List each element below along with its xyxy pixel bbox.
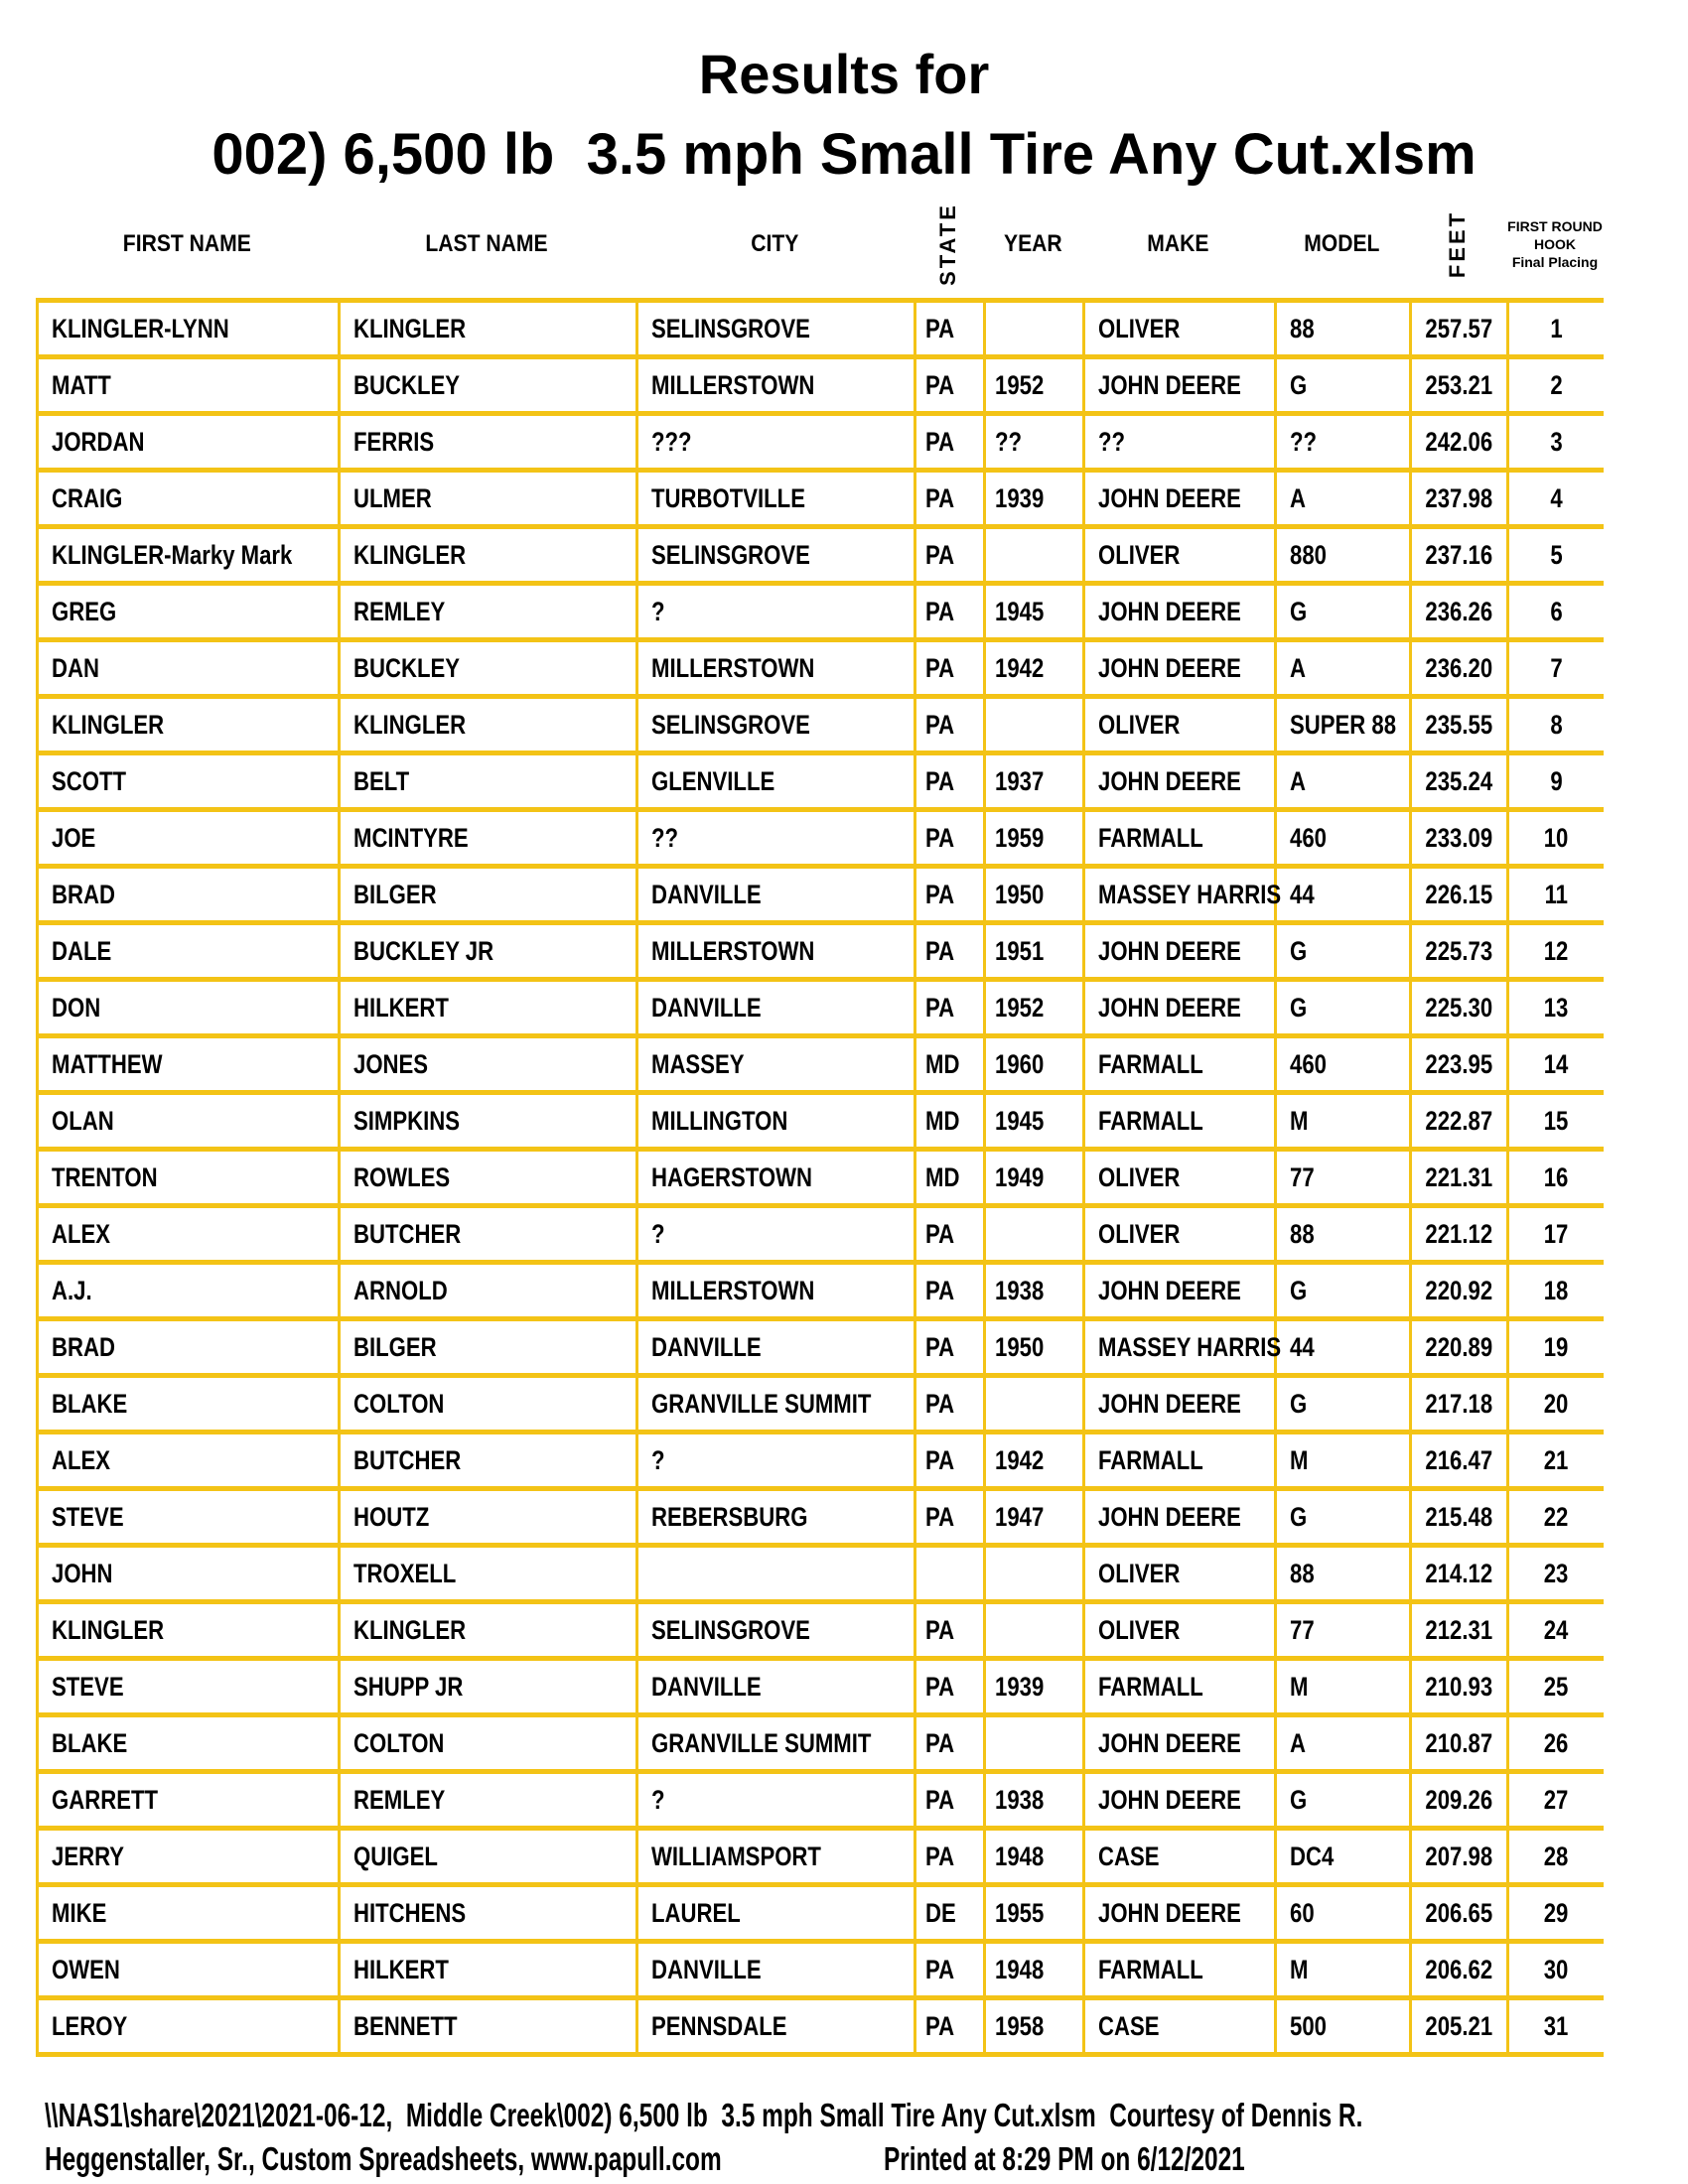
footer-credit: Heggenstaller, Sr., Custom Spreadsheets, www.papull.com bbox=[45, 2140, 723, 2177]
cell-first-name: DALE bbox=[36, 920, 338, 977]
cell-make: OLIVER bbox=[1082, 694, 1274, 751]
cell-make: JOHN DEERE bbox=[1082, 1373, 1274, 1430]
cell-first-name: KLINGLER bbox=[36, 694, 338, 751]
cell-placing: 21 bbox=[1506, 1430, 1604, 1486]
cell-year bbox=[983, 298, 1082, 354]
cell-first-name: OWEN bbox=[36, 1939, 338, 1995]
cell-year: 1955 bbox=[983, 1882, 1082, 1939]
cell-placing: 6 bbox=[1506, 581, 1604, 637]
cell-last-name: BUCKLEY JR bbox=[338, 920, 635, 977]
cell-city: ??? bbox=[635, 411, 914, 468]
cell-placing: 3 bbox=[1506, 411, 1604, 468]
cell-state: PA bbox=[914, 1939, 983, 1995]
cell-year bbox=[983, 1373, 1082, 1430]
cell-last-name: SHUPP JR bbox=[338, 1656, 635, 1712]
cell-feet: 206.62 bbox=[1409, 1939, 1506, 1995]
cell-state: PA bbox=[914, 920, 983, 977]
cell-last-name: REMLEY bbox=[338, 1769, 635, 1826]
table-header-row bbox=[36, 191, 1604, 298]
cell-year bbox=[983, 1712, 1082, 1769]
cell-model: A bbox=[1274, 468, 1409, 524]
cell-make: JOHN DEERE bbox=[1082, 354, 1274, 411]
cell-feet: 236.26 bbox=[1409, 581, 1506, 637]
column-header-hook-line2: HOOK bbox=[1534, 235, 1576, 252]
cell-city: ? bbox=[635, 1203, 914, 1260]
cell-model: G bbox=[1274, 581, 1409, 637]
cell-first-name: LEROY bbox=[36, 1995, 338, 2052]
cell-model: 500 bbox=[1274, 1995, 1409, 2052]
cell-last-name: HOUTZ bbox=[338, 1486, 635, 1543]
cell-feet: 220.89 bbox=[1409, 1316, 1506, 1373]
cell-make: OLIVER bbox=[1082, 524, 1274, 581]
cell-first-name: KLINGLER bbox=[36, 1599, 338, 1656]
cell-city: GRANVILLE SUMMIT bbox=[635, 1373, 914, 1430]
page-subtitle-filename: 002) 6,500 lb 3.5 mph Small Tire Any Cut.xlsm bbox=[211, 122, 1477, 187]
cell-city: MILLERSTOWN bbox=[635, 637, 914, 694]
cell-year: 1939 bbox=[983, 1656, 1082, 1712]
cell-state: PA bbox=[914, 1656, 983, 1712]
cell-make: JOHN DEERE bbox=[1082, 1769, 1274, 1826]
cell-placing: 14 bbox=[1506, 1033, 1604, 1090]
cell-state: PA bbox=[914, 1203, 983, 1260]
cell-first-name: MATTHEW bbox=[36, 1033, 338, 1090]
cell-model: A bbox=[1274, 637, 1409, 694]
cell-state: PA bbox=[914, 1430, 983, 1486]
cell-state: PA bbox=[914, 977, 983, 1033]
cell-year bbox=[983, 1203, 1082, 1260]
cell-placing: 2 bbox=[1506, 354, 1604, 411]
cell-state: PA bbox=[914, 524, 983, 581]
cell-first-name: ALEX bbox=[36, 1203, 338, 1260]
cell-first-name: DON bbox=[36, 977, 338, 1033]
cell-city: WILLIAMSPORT bbox=[635, 1826, 914, 1882]
cell-last-name: BILGER bbox=[338, 864, 635, 920]
cell-first-name: CRAIG bbox=[36, 468, 338, 524]
cell-placing: 20 bbox=[1506, 1373, 1604, 1430]
cell-last-name: BUCKLEY bbox=[338, 354, 635, 411]
cell-state: PA bbox=[914, 1712, 983, 1769]
cell-last-name: HITCHENS bbox=[338, 1882, 635, 1939]
cell-model: 88 bbox=[1274, 298, 1409, 354]
cell-state: PA bbox=[914, 1373, 983, 1430]
cell-model: 60 bbox=[1274, 1882, 1409, 1939]
cell-year: 1947 bbox=[983, 1486, 1082, 1543]
cell-feet: 217.18 bbox=[1409, 1373, 1506, 1430]
cell-state: PA bbox=[914, 354, 983, 411]
cell-model: 88 bbox=[1274, 1203, 1409, 1260]
column-header-last-name: LAST NAME bbox=[425, 230, 548, 257]
cell-placing: 31 bbox=[1506, 1995, 1604, 2052]
cell-state: PA bbox=[914, 864, 983, 920]
cell-feet: 207.98 bbox=[1409, 1826, 1506, 1882]
cell-make: JOHN DEERE bbox=[1082, 1260, 1274, 1316]
cell-city: DANVILLE bbox=[635, 1316, 914, 1373]
cell-first-name: DAN bbox=[36, 637, 338, 694]
cell-last-name: MCINTYRE bbox=[338, 807, 635, 864]
cell-placing: 1 bbox=[1506, 298, 1604, 354]
cell-city: DANVILLE bbox=[635, 1939, 914, 1995]
cell-last-name: HILKERT bbox=[338, 1939, 635, 1995]
cell-last-name: COLTON bbox=[338, 1712, 635, 1769]
cell-city: GLENVILLE bbox=[635, 751, 914, 807]
cell-city: DANVILLE bbox=[635, 1656, 914, 1712]
cell-feet: 225.30 bbox=[1409, 977, 1506, 1033]
cell-first-name: BRAD bbox=[36, 864, 338, 920]
cell-city bbox=[635, 1543, 914, 1599]
cell-year: 1937 bbox=[983, 751, 1082, 807]
column-header-hook bbox=[1506, 191, 1604, 298]
cell-feet: 221.12 bbox=[1409, 1203, 1506, 1260]
cell-year: ?? bbox=[983, 411, 1082, 468]
cell-model: G bbox=[1274, 1769, 1409, 1826]
cell-year: 1959 bbox=[983, 807, 1082, 864]
cell-year: 1951 bbox=[983, 920, 1082, 977]
cell-first-name: JOE bbox=[36, 807, 338, 864]
cell-model: ?? bbox=[1274, 411, 1409, 468]
cell-city: MILLERSTOWN bbox=[635, 1260, 914, 1316]
cell-feet: 209.26 bbox=[1409, 1769, 1506, 1826]
cell-last-name: HILKERT bbox=[338, 977, 635, 1033]
cell-year: 1939 bbox=[983, 468, 1082, 524]
cell-feet: 221.31 bbox=[1409, 1147, 1506, 1203]
cell-placing: 27 bbox=[1506, 1769, 1604, 1826]
cell-year bbox=[983, 694, 1082, 751]
cell-first-name: BRAD bbox=[36, 1316, 338, 1373]
cell-make: OLIVER bbox=[1082, 1203, 1274, 1260]
cell-make: JOHN DEERE bbox=[1082, 1882, 1274, 1939]
cell-placing: 17 bbox=[1506, 1203, 1604, 1260]
cell-feet: 235.55 bbox=[1409, 694, 1506, 751]
cell-last-name: ARNOLD bbox=[338, 1260, 635, 1316]
cell-make: FARMALL bbox=[1082, 1939, 1274, 1995]
cell-feet: 212.31 bbox=[1409, 1599, 1506, 1656]
cell-make: FARMALL bbox=[1082, 1033, 1274, 1090]
cell-make: CASE bbox=[1082, 1826, 1274, 1882]
cell-make: ?? bbox=[1082, 411, 1274, 468]
cell-year: 1949 bbox=[983, 1147, 1082, 1203]
cell-placing: 19 bbox=[1506, 1316, 1604, 1373]
cell-model: M bbox=[1274, 1430, 1409, 1486]
cell-feet: 242.06 bbox=[1409, 411, 1506, 468]
cell-state: PA bbox=[914, 637, 983, 694]
cell-make: CASE bbox=[1082, 1995, 1274, 2052]
cell-year: 1960 bbox=[983, 1033, 1082, 1090]
cell-last-name: QUIGEL bbox=[338, 1826, 635, 1882]
cell-feet: 210.93 bbox=[1409, 1656, 1506, 1712]
cell-placing: 23 bbox=[1506, 1543, 1604, 1599]
cell-first-name: JOHN bbox=[36, 1543, 338, 1599]
cell-city: MILLERSTOWN bbox=[635, 354, 914, 411]
cell-last-name: ROWLES bbox=[338, 1147, 635, 1203]
cell-city: HAGERSTOWN bbox=[635, 1147, 914, 1203]
cell-placing: 10 bbox=[1506, 807, 1604, 864]
cell-make: FARMALL bbox=[1082, 807, 1274, 864]
cell-make: JOHN DEERE bbox=[1082, 920, 1274, 977]
column-header-model: MODEL bbox=[1303, 230, 1380, 257]
cell-state: PA bbox=[914, 1995, 983, 2052]
cell-state: PA bbox=[914, 1260, 983, 1316]
cell-make: MASSEY HARRIS bbox=[1082, 1316, 1274, 1373]
cell-first-name: GARRETT bbox=[36, 1769, 338, 1826]
cell-model: G bbox=[1274, 354, 1409, 411]
cell-first-name: STEVE bbox=[36, 1656, 338, 1712]
cell-city: TURBOTVILLE bbox=[635, 468, 914, 524]
cell-last-name: KLINGLER bbox=[338, 524, 635, 581]
cell-year: 1942 bbox=[983, 1430, 1082, 1486]
cell-city: REBERSBURG bbox=[635, 1486, 914, 1543]
cell-state: PA bbox=[914, 298, 983, 354]
cell-model: 460 bbox=[1274, 1033, 1409, 1090]
cell-year: 1948 bbox=[983, 1826, 1082, 1882]
cell-first-name: KLINGLER-Marky Mark bbox=[36, 524, 338, 581]
cell-make: JOHN DEERE bbox=[1082, 1486, 1274, 1543]
cell-city: PENNSDALE bbox=[635, 1995, 914, 2052]
cell-first-name: STEVE bbox=[36, 1486, 338, 1543]
cell-feet: 237.98 bbox=[1409, 468, 1506, 524]
cell-model: G bbox=[1274, 1373, 1409, 1430]
cell-year: 1948 bbox=[983, 1939, 1082, 1995]
cell-year: 1952 bbox=[983, 354, 1082, 411]
cell-city: ? bbox=[635, 1769, 914, 1826]
cell-state: PA bbox=[914, 694, 983, 751]
cell-first-name: OLAN bbox=[36, 1090, 338, 1147]
cell-make: OLIVER bbox=[1082, 298, 1274, 354]
cell-first-name: JORDAN bbox=[36, 411, 338, 468]
cell-city: ? bbox=[635, 581, 914, 637]
column-header-city: CITY bbox=[750, 230, 799, 257]
cell-model: M bbox=[1274, 1656, 1409, 1712]
cell-last-name: KLINGLER bbox=[338, 694, 635, 751]
cell-last-name: BUTCHER bbox=[338, 1203, 635, 1260]
cell-year: 1945 bbox=[983, 1090, 1082, 1147]
column-header-first-name: FIRST NAME bbox=[122, 230, 251, 257]
cell-city: LAUREL bbox=[635, 1882, 914, 1939]
cell-model: 44 bbox=[1274, 1316, 1409, 1373]
cell-make: OLIVER bbox=[1082, 1543, 1274, 1599]
cell-last-name: BILGER bbox=[338, 1316, 635, 1373]
footer-file-path: \\NAS1\share\2021\2021-06-12, Middle Creek\002) 6,500 lb 3.5 mph Small Tire Any Cut.xlsm Courtesy of Dennis R. bbox=[45, 2097, 1363, 2133]
cell-last-name: BUCKLEY bbox=[338, 637, 635, 694]
footer-printed-timestamp: Printed at 8:29 PM on 6/12/2021 bbox=[884, 2140, 1246, 2177]
cell-model: G bbox=[1274, 1486, 1409, 1543]
cell-feet: 253.21 bbox=[1409, 354, 1506, 411]
cell-model: G bbox=[1274, 1260, 1409, 1316]
cell-state: PA bbox=[914, 411, 983, 468]
cell-city: MILLINGTON bbox=[635, 1090, 914, 1147]
cell-last-name: FERRIS bbox=[338, 411, 635, 468]
cell-make: JOHN DEERE bbox=[1082, 977, 1274, 1033]
cell-city: ? bbox=[635, 1430, 914, 1486]
cell-city: DANVILLE bbox=[635, 864, 914, 920]
cell-placing: 22 bbox=[1506, 1486, 1604, 1543]
cell-placing: 29 bbox=[1506, 1882, 1604, 1939]
cell-placing: 24 bbox=[1506, 1599, 1604, 1656]
cell-feet: 257.57 bbox=[1409, 298, 1506, 354]
cell-state: PA bbox=[914, 468, 983, 524]
cell-state: DE bbox=[914, 1882, 983, 1939]
cell-city: SELINSGROVE bbox=[635, 1599, 914, 1656]
cell-make: JOHN DEERE bbox=[1082, 1712, 1274, 1769]
cell-year: 1938 bbox=[983, 1769, 1082, 1826]
cell-placing: 18 bbox=[1506, 1260, 1604, 1316]
cell-model: 88 bbox=[1274, 1543, 1409, 1599]
column-header-state: STATE bbox=[935, 203, 961, 286]
page-title: Results for bbox=[698, 43, 990, 105]
cell-feet: 236.20 bbox=[1409, 637, 1506, 694]
cell-state: PA bbox=[914, 1316, 983, 1373]
cell-first-name: MATT bbox=[36, 354, 338, 411]
cell-first-name: TRENTON bbox=[36, 1147, 338, 1203]
cell-placing: 8 bbox=[1506, 694, 1604, 751]
cell-feet: 215.48 bbox=[1409, 1486, 1506, 1543]
cell-state: PA bbox=[914, 1826, 983, 1882]
results-table bbox=[36, 298, 1604, 2057]
cell-year: 1938 bbox=[983, 1260, 1082, 1316]
cell-placing: 12 bbox=[1506, 920, 1604, 977]
cell-last-name: REMLEY bbox=[338, 581, 635, 637]
cell-model: M bbox=[1274, 1939, 1409, 1995]
cell-feet: 220.92 bbox=[1409, 1260, 1506, 1316]
cell-placing: 28 bbox=[1506, 1826, 1604, 1882]
column-header-hook-line3: Final Placing bbox=[1511, 254, 1599, 271]
cell-first-name: JERRY bbox=[36, 1826, 338, 1882]
cell-placing: 13 bbox=[1506, 977, 1604, 1033]
cell-model: DC4 bbox=[1274, 1826, 1409, 1882]
cell-city: SELINSGROVE bbox=[635, 694, 914, 751]
cell-feet: 206.65 bbox=[1409, 1882, 1506, 1939]
cell-city: ?? bbox=[635, 807, 914, 864]
cell-year bbox=[983, 1599, 1082, 1656]
cell-first-name: KLINGLER-LYNN bbox=[36, 298, 338, 354]
cell-feet: 223.95 bbox=[1409, 1033, 1506, 1090]
cell-first-name: SCOTT bbox=[36, 751, 338, 807]
cell-model: 880 bbox=[1274, 524, 1409, 581]
cell-first-name: A.J. bbox=[36, 1260, 338, 1316]
cell-last-name: SIMPKINS bbox=[338, 1090, 635, 1147]
cell-last-name: TROXELL bbox=[338, 1543, 635, 1599]
cell-state: MD bbox=[914, 1090, 983, 1147]
cell-model: G bbox=[1274, 977, 1409, 1033]
cell-state: PA bbox=[914, 1486, 983, 1543]
cell-model: 460 bbox=[1274, 807, 1409, 864]
cell-model: SUPER 88 bbox=[1274, 694, 1409, 751]
cell-feet: 233.09 bbox=[1409, 807, 1506, 864]
cell-last-name: BUTCHER bbox=[338, 1430, 635, 1486]
cell-make: JOHN DEERE bbox=[1082, 468, 1274, 524]
cell-make: JOHN DEERE bbox=[1082, 637, 1274, 694]
cell-year bbox=[983, 524, 1082, 581]
cell-state: PA bbox=[914, 1599, 983, 1656]
cell-state: MD bbox=[914, 1033, 983, 1090]
cell-make: OLIVER bbox=[1082, 1147, 1274, 1203]
cell-city: MASSEY bbox=[635, 1033, 914, 1090]
cell-city: SELINSGROVE bbox=[635, 524, 914, 581]
cell-state: PA bbox=[914, 581, 983, 637]
cell-feet: 225.73 bbox=[1409, 920, 1506, 977]
cell-year: 1950 bbox=[983, 864, 1082, 920]
cell-last-name: BENNETT bbox=[338, 1995, 635, 2052]
cell-model: 77 bbox=[1274, 1599, 1409, 1656]
cell-feet: 205.21 bbox=[1409, 1995, 1506, 2052]
cell-make: JOHN DEERE bbox=[1082, 751, 1274, 807]
cell-year: 1945 bbox=[983, 581, 1082, 637]
column-header-year: YEAR bbox=[1003, 230, 1062, 257]
cell-model: A bbox=[1274, 751, 1409, 807]
cell-state: PA bbox=[914, 1769, 983, 1826]
cell-placing: 5 bbox=[1506, 524, 1604, 581]
cell-feet: 214.12 bbox=[1409, 1543, 1506, 1599]
cell-model: 44 bbox=[1274, 864, 1409, 920]
cell-make: JOHN DEERE bbox=[1082, 581, 1274, 637]
cell-last-name: KLINGLER bbox=[338, 1599, 635, 1656]
column-header-make: MAKE bbox=[1147, 230, 1209, 257]
cell-last-name: JONES bbox=[338, 1033, 635, 1090]
column-header-feet: FEET bbox=[1444, 209, 1470, 279]
cell-city: MILLERSTOWN bbox=[635, 920, 914, 977]
cell-first-name: MIKE bbox=[36, 1882, 338, 1939]
cell-feet: 226.15 bbox=[1409, 864, 1506, 920]
cell-feet: 222.87 bbox=[1409, 1090, 1506, 1147]
cell-first-name: ALEX bbox=[36, 1430, 338, 1486]
cell-first-name: BLAKE bbox=[36, 1712, 338, 1769]
cell-city: DANVILLE bbox=[635, 977, 914, 1033]
cell-year: 1952 bbox=[983, 977, 1082, 1033]
cell-state: PA bbox=[914, 807, 983, 864]
cell-placing: 30 bbox=[1506, 1939, 1604, 1995]
cell-model: 77 bbox=[1274, 1147, 1409, 1203]
cell-placing: 16 bbox=[1506, 1147, 1604, 1203]
cell-first-name: GREG bbox=[36, 581, 338, 637]
cell-year bbox=[983, 1543, 1082, 1599]
cell-state: MD bbox=[914, 1147, 983, 1203]
cell-make: OLIVER bbox=[1082, 1599, 1274, 1656]
cell-make: MASSEY HARRIS bbox=[1082, 864, 1274, 920]
cell-city: GRANVILLE SUMMIT bbox=[635, 1712, 914, 1769]
cell-placing: 7 bbox=[1506, 637, 1604, 694]
cell-feet: 237.16 bbox=[1409, 524, 1506, 581]
cell-last-name: ULMER bbox=[338, 468, 635, 524]
cell-last-name: BELT bbox=[338, 751, 635, 807]
cell-model: M bbox=[1274, 1090, 1409, 1147]
cell-feet: 216.47 bbox=[1409, 1430, 1506, 1486]
cell-placing: 9 bbox=[1506, 751, 1604, 807]
cell-placing: 25 bbox=[1506, 1656, 1604, 1712]
cell-placing: 26 bbox=[1506, 1712, 1604, 1769]
cell-feet: 210.87 bbox=[1409, 1712, 1506, 1769]
cell-model: A bbox=[1274, 1712, 1409, 1769]
cell-first-name: BLAKE bbox=[36, 1373, 338, 1430]
cell-placing: 4 bbox=[1506, 468, 1604, 524]
cell-last-name: KLINGLER bbox=[338, 298, 635, 354]
cell-feet: 235.24 bbox=[1409, 751, 1506, 807]
cell-placing: 15 bbox=[1506, 1090, 1604, 1147]
cell-year: 1942 bbox=[983, 637, 1082, 694]
cell-city: SELINSGROVE bbox=[635, 298, 914, 354]
cell-make: FARMALL bbox=[1082, 1430, 1274, 1486]
cell-model: G bbox=[1274, 920, 1409, 977]
cell-state bbox=[914, 1543, 983, 1599]
cell-state: PA bbox=[914, 751, 983, 807]
column-header-hook-line1: FIRST ROUND bbox=[1507, 217, 1603, 234]
cell-placing: 11 bbox=[1506, 864, 1604, 920]
cell-make: FARMALL bbox=[1082, 1090, 1274, 1147]
cell-year: 1958 bbox=[983, 1995, 1082, 2052]
cell-year: 1950 bbox=[983, 1316, 1082, 1373]
cell-make: FARMALL bbox=[1082, 1656, 1274, 1712]
cell-last-name: COLTON bbox=[338, 1373, 635, 1430]
